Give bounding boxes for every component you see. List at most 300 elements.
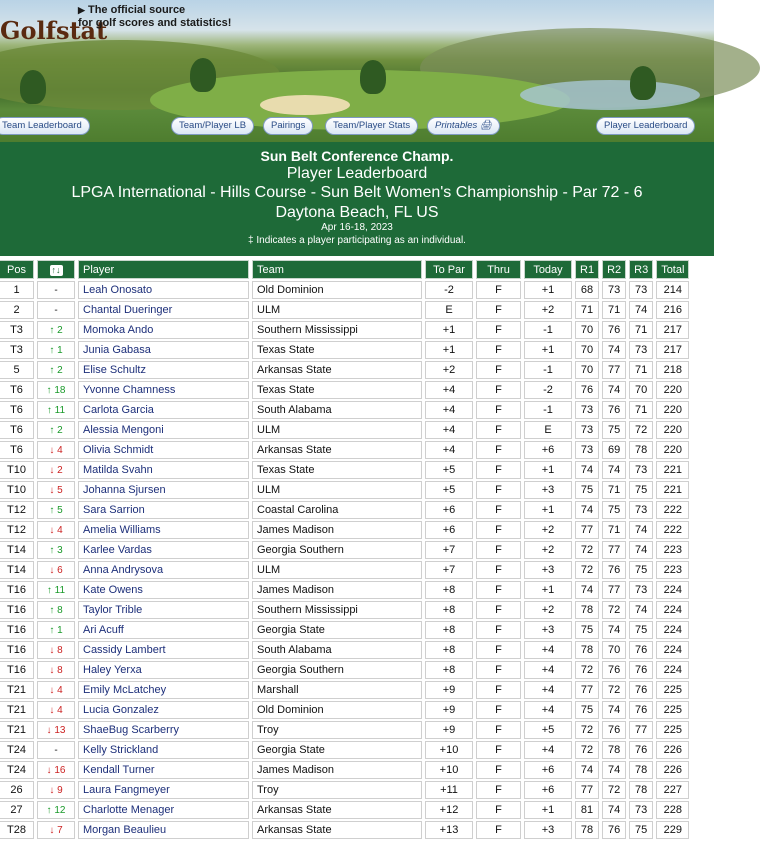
table-row	[0, 461, 689, 479]
row-r1: 72	[575, 561, 599, 579]
row-r1: 74	[575, 581, 599, 599]
table-row	[0, 741, 689, 759]
row-total: 226	[656, 741, 689, 759]
row-r3: 76	[629, 681, 653, 699]
row-r2: 76	[602, 821, 626, 839]
row-team: South Alabama	[252, 401, 422, 419]
table-row	[0, 541, 689, 559]
row-r3: 78	[629, 441, 653, 459]
row-movement: ↓ 6	[37, 561, 75, 579]
row-player[interactable]: Johanna Sjursen	[78, 481, 249, 499]
row-r2: 74	[602, 701, 626, 719]
table-row	[0, 821, 689, 839]
row-team: Old Dominion	[252, 701, 422, 719]
row-thru: F	[476, 341, 521, 359]
row-to-par: +1	[425, 341, 473, 359]
row-player[interactable]: ShaeBug Scarberry	[78, 721, 249, 739]
row-to-par: +10	[425, 761, 473, 779]
table-row	[0, 481, 689, 499]
row-r3: 74	[629, 601, 653, 619]
row-team: Southern Mississippi	[252, 321, 422, 339]
table-row	[0, 521, 689, 539]
row-total: 229	[656, 821, 689, 839]
row-pos: T24	[0, 761, 34, 779]
row-pos: T21	[0, 721, 34, 739]
row-r3: 70	[629, 381, 653, 399]
row-team: Troy	[252, 721, 422, 739]
table-row	[0, 641, 689, 659]
row-r3: 73	[629, 341, 653, 359]
row-to-par: +5	[425, 461, 473, 479]
table-row	[0, 781, 689, 799]
row-team: Marshall	[252, 681, 422, 699]
row-pos: 27	[0, 801, 34, 819]
col-header-player[interactable]: Player	[78, 260, 249, 279]
row-thru: F	[476, 681, 521, 699]
row-total: 225	[656, 681, 689, 699]
table-row	[0, 421, 689, 439]
row-r3: 75	[629, 481, 653, 499]
row-to-par: +9	[425, 721, 473, 739]
row-to-par: +8	[425, 601, 473, 619]
row-total: 228	[656, 801, 689, 819]
row-today: +3	[524, 561, 572, 579]
table-row	[0, 361, 689, 379]
row-player[interactable]: Ari Acuff	[78, 621, 249, 639]
table-row	[0, 681, 689, 699]
row-team: Texas State	[252, 461, 422, 479]
row-to-par: -2	[425, 281, 473, 299]
row-pos: T12	[0, 501, 34, 519]
row-movement: ↓ 8	[37, 641, 75, 659]
col-header-thru[interactable]: Thru	[476, 260, 521, 279]
row-movement: ↓ 4	[37, 441, 75, 459]
nav-player-leaderboard[interactable]: Player Leaderboard	[596, 117, 695, 135]
row-r3: 72	[629, 421, 653, 439]
row-pos: T6	[0, 441, 34, 459]
col-header-team[interactable]: Team	[252, 260, 422, 279]
row-to-par: +12	[425, 801, 473, 819]
row-r2: 75	[602, 501, 626, 519]
row-movement: ↓ 13	[37, 721, 75, 739]
row-thru: F	[476, 361, 521, 379]
row-movement: -	[37, 741, 75, 759]
row-thru: F	[476, 401, 521, 419]
row-r3: 71	[629, 321, 653, 339]
row-r3: 78	[629, 781, 653, 799]
row-thru: F	[476, 821, 521, 839]
row-movement: ↑ 3	[37, 541, 75, 559]
row-thru: F	[476, 741, 521, 759]
row-r3: 71	[629, 361, 653, 379]
row-thru: F	[476, 521, 521, 539]
row-to-par: +4	[425, 401, 473, 419]
row-r2: 74	[602, 381, 626, 399]
row-today: +5	[524, 721, 572, 739]
row-r2: 78	[602, 741, 626, 759]
table-row	[0, 701, 689, 719]
row-team: Coastal Carolina	[252, 501, 422, 519]
banner-tree	[20, 70, 46, 104]
row-to-par: +10	[425, 741, 473, 759]
row-movement: ↑ 2	[37, 421, 75, 439]
row-movement: ↑ 11	[37, 401, 75, 419]
row-player[interactable]: Anna Andrysova	[78, 561, 249, 579]
row-r2: 74	[602, 341, 626, 359]
row-today: +4	[524, 641, 572, 659]
row-player[interactable]: Karlee Vardas	[78, 541, 249, 559]
row-thru: F	[476, 601, 521, 619]
row-r1: 77	[575, 681, 599, 699]
row-player[interactable]: Morgan Beaulieu	[78, 821, 249, 839]
row-total: 224	[656, 581, 689, 599]
table-row	[0, 601, 689, 619]
row-player[interactable]: Matilda Svahn	[78, 461, 249, 479]
row-pos: T3	[0, 341, 34, 359]
row-player[interactable]: Kelly Strickland	[78, 741, 249, 759]
row-thru: F	[476, 721, 521, 739]
row-to-par: +6	[425, 501, 473, 519]
tagline-line-1: The official source	[87, 4, 186, 16]
row-today: -1	[524, 321, 572, 339]
board-name: Player Leaderboard	[286, 165, 428, 182]
row-r2: 72	[602, 781, 626, 799]
row-movement: ↓ 16	[37, 761, 75, 779]
row-thru: F	[476, 441, 521, 459]
leaderboard-table-wrap	[0, 256, 714, 836]
row-to-par: +9	[425, 701, 473, 719]
row-today: +2	[524, 521, 572, 539]
col-header-to-par[interactable]: To Par	[425, 260, 473, 279]
row-r1: 78	[575, 641, 599, 659]
row-movement: ↑ 2	[37, 361, 75, 379]
row-today: -1	[524, 401, 572, 419]
row-player[interactable]: Leah Onosato	[78, 281, 249, 299]
row-movement: ↓ 5	[37, 481, 75, 499]
col-header-movement[interactable]	[37, 260, 75, 279]
row-r2: 69	[602, 441, 626, 459]
row-team: James Madison	[252, 581, 422, 599]
event-location: Daytona Beach, FL US	[275, 204, 439, 221]
event-name: Sun Belt Conference Champ.	[260, 148, 454, 164]
col-header-today[interactable]: Today	[524, 260, 572, 279]
col-header-r1[interactable]: R1	[575, 260, 599, 279]
row-player[interactable]: Haley Yerxa	[78, 661, 249, 679]
row-team: Georgia Southern	[252, 541, 422, 559]
table-header-row	[0, 260, 689, 279]
row-pos: T16	[0, 601, 34, 619]
row-r1: 75	[575, 481, 599, 499]
row-total: 220	[656, 401, 689, 419]
row-pos: T12	[0, 521, 34, 539]
row-r3: 75	[629, 821, 653, 839]
row-pos: T6	[0, 381, 34, 399]
row-r3: 71	[629, 401, 653, 419]
row-today: +1	[524, 801, 572, 819]
banner-tree	[190, 58, 216, 92]
row-today: +2	[524, 541, 572, 559]
row-r1: 74	[575, 501, 599, 519]
row-pos: T10	[0, 461, 34, 479]
row-player[interactable]: Charlotte Menager	[78, 801, 249, 819]
row-total: 220	[656, 381, 689, 399]
nav-team-leaderboard[interactable]: Team Leaderboard	[0, 117, 90, 135]
row-movement: ↑ 11	[37, 581, 75, 599]
row-today: +4	[524, 661, 572, 679]
row-player[interactable]: Alessia Mengoni	[78, 421, 249, 439]
row-to-par: +8	[425, 641, 473, 659]
row-player[interactable]: Momoka Ando	[78, 321, 249, 339]
row-player[interactable]: Olivia Schmidt	[78, 441, 249, 459]
row-pos: T21	[0, 701, 34, 719]
row-to-par: +5	[425, 481, 473, 499]
row-r2: 74	[602, 761, 626, 779]
row-team: Georgia State	[252, 621, 422, 639]
row-thru: F	[476, 421, 521, 439]
col-header-pos[interactable]: Pos	[0, 260, 34, 279]
row-r3: 75	[629, 561, 653, 579]
row-total: 227	[656, 781, 689, 799]
row-team: Arkansas State	[252, 801, 422, 819]
row-player[interactable]: Lucia Gonzalez	[78, 701, 249, 719]
row-total: 221	[656, 461, 689, 479]
row-player[interactable]: Cassidy Lambert	[78, 641, 249, 659]
row-to-par: +8	[425, 661, 473, 679]
row-r2: 77	[602, 541, 626, 559]
row-thru: F	[476, 641, 521, 659]
banner-tree	[360, 60, 386, 94]
row-r3: 74	[629, 541, 653, 559]
table-row	[0, 401, 689, 419]
row-to-par: +1	[425, 321, 473, 339]
row-to-par: +11	[425, 781, 473, 799]
row-r3: 74	[629, 521, 653, 539]
row-thru: F	[476, 461, 521, 479]
row-today: +1	[524, 461, 572, 479]
row-team: Texas State	[252, 341, 422, 359]
row-movement: ↑ 2	[37, 321, 75, 339]
row-r3: 77	[629, 721, 653, 739]
row-r3: 73	[629, 801, 653, 819]
col-header-r3[interactable]: R3	[629, 260, 653, 279]
row-total: 223	[656, 541, 689, 559]
row-today: +4	[524, 681, 572, 699]
row-r1: 72	[575, 661, 599, 679]
row-to-par: +6	[425, 521, 473, 539]
row-player[interactable]: Chantal Dueringer	[78, 301, 249, 319]
row-r1: 73	[575, 441, 599, 459]
row-r1: 77	[575, 781, 599, 799]
row-today: +6	[524, 441, 572, 459]
row-total: 221	[656, 481, 689, 499]
table-row	[0, 721, 689, 739]
row-team: ULM	[252, 301, 422, 319]
row-r3: 73	[629, 461, 653, 479]
row-pos: T24	[0, 741, 34, 759]
row-player[interactable]: Kendall Turner	[78, 761, 249, 779]
row-r2: 77	[602, 581, 626, 599]
row-today: +3	[524, 821, 572, 839]
row-player[interactable]: Kate Owens	[78, 581, 249, 599]
row-r2: 72	[602, 681, 626, 699]
col-header-r2[interactable]: R2	[602, 260, 626, 279]
row-thru: F	[476, 281, 521, 299]
row-thru: F	[476, 621, 521, 639]
leaderboard-table	[0, 258, 692, 841]
row-r1: 75	[575, 701, 599, 719]
row-team: James Madison	[252, 761, 422, 779]
table-row	[0, 661, 689, 679]
row-r1: 73	[575, 421, 599, 439]
table-row	[0, 761, 689, 779]
row-r3: 75	[629, 621, 653, 639]
row-today: +6	[524, 761, 572, 779]
row-to-par: +8	[425, 621, 473, 639]
row-today: -1	[524, 361, 572, 379]
row-thru: F	[476, 661, 521, 679]
row-total: 224	[656, 661, 689, 679]
tagline-arrow-icon: ▶	[78, 5, 85, 15]
row-to-par: +13	[425, 821, 473, 839]
row-movement: ↓ 7	[37, 821, 75, 839]
row-total: 223	[656, 561, 689, 579]
row-total: 224	[656, 621, 689, 639]
row-r3: 76	[629, 641, 653, 659]
row-team: Arkansas State	[252, 441, 422, 459]
row-player[interactable]: Junia Gabasa	[78, 341, 249, 359]
row-team: James Madison	[252, 521, 422, 539]
row-movement: ↑ 1	[37, 621, 75, 639]
row-r2: 70	[602, 641, 626, 659]
row-to-par: +7	[425, 541, 473, 559]
row-player[interactable]: Amelia Williams	[78, 521, 249, 539]
row-r1: 71	[575, 301, 599, 319]
row-r2: 74	[602, 801, 626, 819]
row-r3: 78	[629, 761, 653, 779]
banner-tree	[630, 66, 656, 100]
nav-team-player-lb[interactable]: Team/Player LB	[171, 117, 254, 135]
nav-pairings[interactable]: Pairings	[263, 117, 313, 135]
golfstat-logo[interactable]: Golfstat	[0, 16, 108, 45]
row-team: Arkansas State	[252, 821, 422, 839]
tagline	[78, 4, 231, 30]
nav-team-player-stats[interactable]: Team/Player Stats	[325, 117, 418, 135]
row-player[interactable]: Elise Schultz	[78, 361, 249, 379]
row-total: 216	[656, 301, 689, 319]
row-today: +6	[524, 781, 572, 799]
row-r1: 70	[575, 321, 599, 339]
row-r2: 71	[602, 301, 626, 319]
table-row	[0, 341, 689, 359]
row-today: +1	[524, 581, 572, 599]
row-today: +3	[524, 481, 572, 499]
row-movement: ↓ 9	[37, 781, 75, 799]
row-thru: F	[476, 581, 521, 599]
row-pos: T28	[0, 821, 34, 839]
row-r1: 70	[575, 341, 599, 359]
table-row	[0, 621, 689, 639]
row-total: 220	[656, 441, 689, 459]
row-thru: F	[476, 541, 521, 559]
row-r1: 73	[575, 401, 599, 419]
row-pos: T21	[0, 681, 34, 699]
row-pos: T16	[0, 641, 34, 659]
row-movement: ↑ 5	[37, 501, 75, 519]
row-total: 226	[656, 761, 689, 779]
row-r1: 74	[575, 761, 599, 779]
row-pos: T14	[0, 561, 34, 579]
row-team: Georgia Southern	[252, 661, 422, 679]
row-team: Georgia State	[252, 741, 422, 759]
row-player[interactable]: Laura Fangmeyer	[78, 781, 249, 799]
table-row	[0, 301, 689, 319]
row-movement: ↑ 8	[37, 601, 75, 619]
row-team: ULM	[252, 421, 422, 439]
row-r1: 72	[575, 541, 599, 559]
row-team: Southern Mississippi	[252, 601, 422, 619]
row-total: 222	[656, 501, 689, 519]
row-total: 224	[656, 601, 689, 619]
row-movement: ↑ 18	[37, 381, 75, 399]
row-pos: T6	[0, 421, 34, 439]
row-today: +4	[524, 701, 572, 719]
col-header-total[interactable]: Total	[656, 260, 689, 279]
row-total: 224	[656, 641, 689, 659]
row-total: 218	[656, 361, 689, 379]
table-row	[0, 281, 689, 299]
row-today: -2	[524, 381, 572, 399]
row-to-par: +8	[425, 581, 473, 599]
row-movement: ↓ 2	[37, 461, 75, 479]
row-movement: ↑ 1	[37, 341, 75, 359]
row-pos: T16	[0, 581, 34, 599]
row-thru: F	[476, 761, 521, 779]
row-total: 217	[656, 341, 689, 359]
nav-printables-label: Printables	[435, 120, 478, 131]
row-thru: F	[476, 321, 521, 339]
row-pos: T10	[0, 481, 34, 499]
row-thru: F	[476, 801, 521, 819]
row-movement: -	[37, 301, 75, 319]
row-player[interactable]: Emily McLatchey	[78, 681, 249, 699]
row-to-par: +4	[425, 381, 473, 399]
row-pos: T16	[0, 621, 34, 639]
row-total: 214	[656, 281, 689, 299]
individual-note: ‡ Indicates a player participating as an individual.	[248, 235, 466, 246]
row-player[interactable]: Carlota Garcia	[78, 401, 249, 419]
row-movement: ↑ 12	[37, 801, 75, 819]
row-player[interactable]: Yvonne Chamness	[78, 381, 249, 399]
leaderboard-title-box	[0, 142, 714, 256]
row-r2: 76	[602, 721, 626, 739]
row-today: +1	[524, 281, 572, 299]
row-r2: 71	[602, 481, 626, 499]
row-team: Troy	[252, 781, 422, 799]
row-movement: ↓ 4	[37, 521, 75, 539]
row-r1: 77	[575, 521, 599, 539]
row-total: 217	[656, 321, 689, 339]
row-pos: 2	[0, 301, 34, 319]
row-player[interactable]: Sara Sarrion	[78, 501, 249, 519]
row-today: +2	[524, 301, 572, 319]
row-player[interactable]: Taylor Trible	[78, 601, 249, 619]
nav-printables[interactable]	[427, 117, 500, 135]
row-movement: ↓ 4	[37, 681, 75, 699]
table-row	[0, 381, 689, 399]
row-r2: 75	[602, 421, 626, 439]
row-pos: T6	[0, 401, 34, 419]
course-name: LPGA International - Hills Course - Sun Belt Women's Championship - Par 72 - 6	[71, 184, 643, 201]
